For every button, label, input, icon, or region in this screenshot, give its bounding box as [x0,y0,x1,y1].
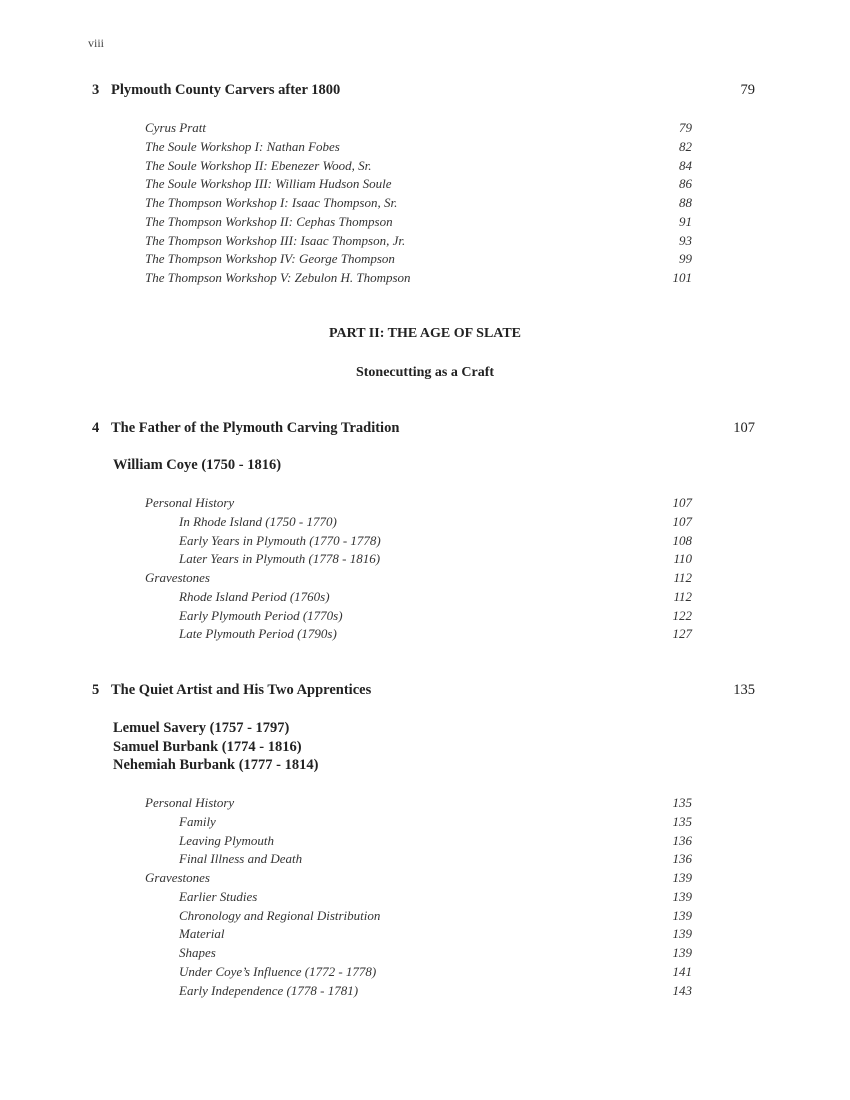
toc-entry-page: 91 [679,213,692,229]
toc-entry-page: 135 [672,813,692,829]
toc-entry[interactable]: Final Illness and Death [179,851,303,867]
toc-entry-page: 86 [679,176,692,192]
toc-entry[interactable]: In Rhode Island (1750 - 1770) [179,513,337,529]
toc-entry-page: 136 [672,851,692,867]
toc-entry-page: 139 [672,907,692,923]
toc-entry-page: 79 [679,120,692,135]
chapter-title[interactable]: The Quiet Artist and His Two Apprentices [111,682,372,698]
toc-entry-page: 135 [672,795,692,810]
toc-entry[interactable]: Leaving Plymouth [179,832,274,848]
toc-entry[interactable]: The Thompson Workshop I: Isaac Thompson, Sr. [145,195,398,210]
carver-name: Nehemiah Burbank (1777 - 1814) [113,757,319,773]
toc-entry-page: 107 [672,495,692,510]
toc-entry[interactable]: The Soule Workshop I: Nathan Fobes [145,138,340,154]
chapter-title[interactable]: Plymouth County Carvers after 1800 [111,82,341,98]
toc-entry[interactable]: The Soule Workshop II: Ebenezer Wood, Sr. [145,157,372,173]
toc-entry[interactable]: Later Years in Plymouth (1778 - 1816) [179,551,381,567]
toc-entry-page: 93 [679,232,692,248]
toc-entry[interactable]: The Thompson Workshop V: Zebulon H. Thompson [145,270,411,285]
toc-entry[interactable]: Material [179,926,225,942]
chapter-page-number: 135 [733,682,755,698]
toc-entry[interactable]: Early Plymouth Period (1770s) [179,607,343,623]
toc-entry-page: 107 [672,513,692,529]
toc-entry-page: 141 [672,963,692,979]
chapter-number: 4 [92,420,100,436]
toc-entry-page: 136 [672,832,692,848]
carver-name: Lemuel Savery (1757 - 1797) [113,720,290,736]
toc-entry-page: 108 [672,532,692,548]
toc-entry-page: 143 [672,982,692,998]
toc-entry[interactable]: The Thompson Workshop IV: George Thompson [145,251,395,267]
chapter-page-number: 107 [733,420,755,436]
toc-entry[interactable]: The Thompson Workshop III: Isaac Thompson, Jr. [145,232,406,248]
chapter-title[interactable]: The Father of the Plymouth Carving Tradition [111,420,400,436]
toc-entry-page: 139 [672,926,692,942]
page-folio: viii [88,36,105,50]
toc-entry[interactable]: The Thompson Workshop II: Cephas Thompson [145,213,393,229]
chapter-number: 3 [92,82,100,98]
toc-entry[interactable]: Under Coye’s Influence (1772 - 1778) [179,963,377,979]
toc-entry[interactable]: Gravestones [145,870,210,885]
toc-entry-page: 110 [673,551,692,567]
toc-entry[interactable]: Gravestones [145,570,210,585]
toc-entry-page: 127 [672,626,692,642]
toc-entry-page: 101 [672,270,692,285]
toc-entry-page: 139 [672,888,692,904]
toc-entry[interactable]: Shapes [179,945,216,960]
toc-entry-page: 112 [673,570,692,585]
toc-entry-page: 122 [672,607,692,623]
chapter-number: 5 [92,682,100,698]
carver-name: Samuel Burbank (1774 - 1816) [113,738,302,755]
toc-entry-page: 112 [673,588,692,604]
toc-entry[interactable]: Personal History [145,495,235,510]
part-subtitle: Stonecutting as a Craft [355,365,495,380]
toc-entry[interactable]: Personal History [145,795,235,810]
toc-entry[interactable]: Cyrus Pratt [145,120,207,135]
toc-entry[interactable]: Chronology and Regional Distribution [179,907,381,923]
chapter-page-number: 79 [740,82,755,98]
toc-entry[interactable]: Early Years in Plymouth (1770 - 1778) [179,532,381,548]
toc-entry-page: 99 [679,251,692,267]
toc-entry[interactable]: Earlier Studies [179,888,258,904]
toc-entry-page: 88 [679,195,692,210]
toc-entry[interactable]: Family [179,813,216,829]
toc-entry[interactable]: Late Plymouth Period (1790s) [179,626,337,642]
toc-entry[interactable]: Rhode Island Period (1760s) [179,588,330,604]
toc-entry-page: 84 [679,157,692,173]
toc-entry[interactable]: Early Independence (1778 - 1781) [179,982,359,998]
part-title: PART II: THE AGE OF SLATE [328,326,522,341]
toc-entry-page: 139 [672,870,692,885]
toc-entry-page: 82 [679,138,692,154]
toc-entry[interactable]: The Soule Workshop III: William Hudson Soule [145,176,392,192]
carver-name: William Coye (1750 - 1816) [113,457,282,473]
toc-entry-page: 139 [672,945,692,960]
